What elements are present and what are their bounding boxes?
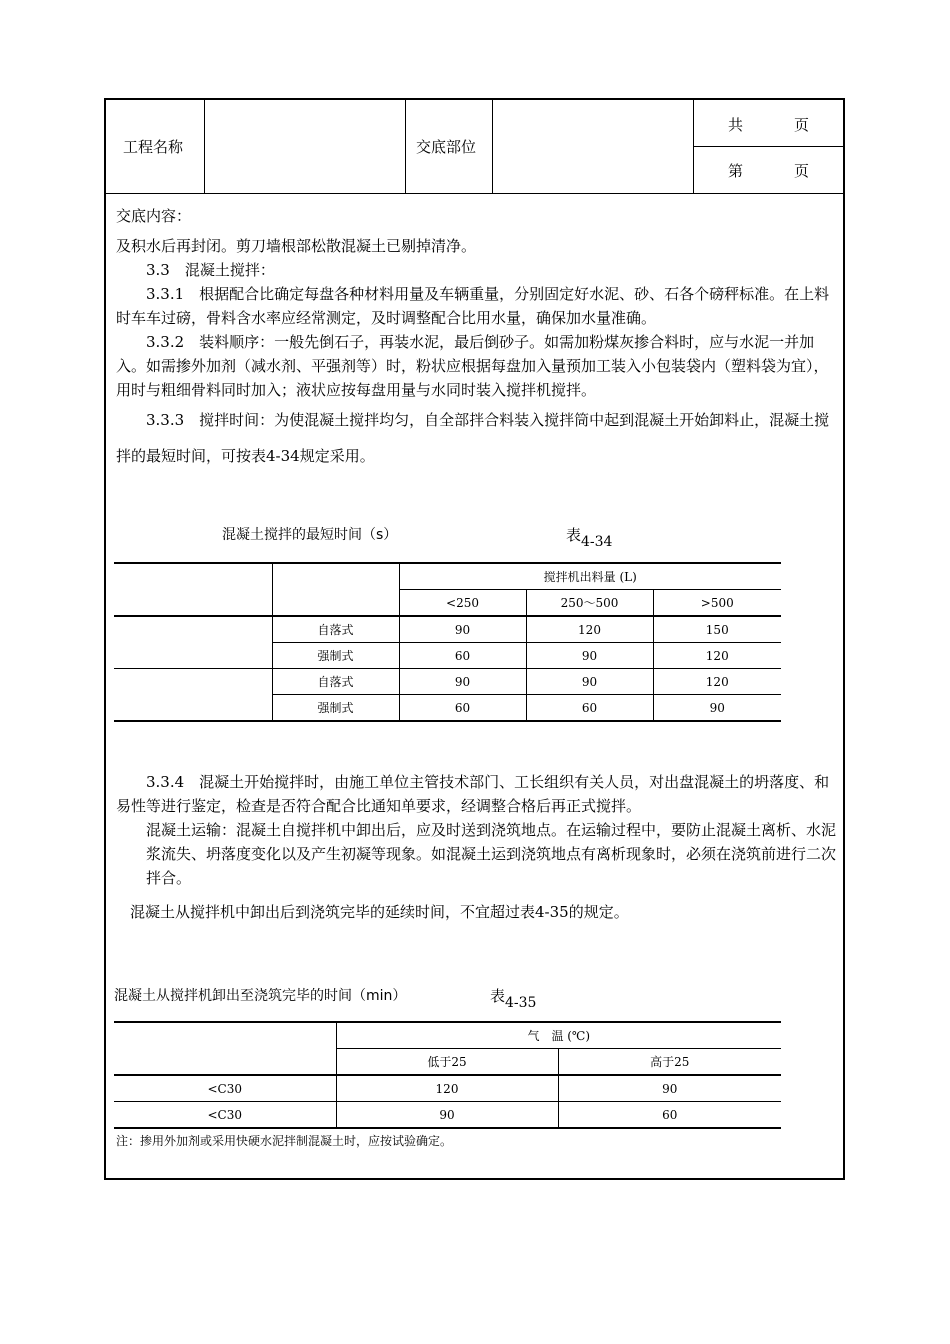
total-pages-label: 共 <box>728 116 744 134</box>
table1-cell: 90 <box>526 669 653 695</box>
table2-number: 表$_{4-35}$ <box>490 987 537 1011</box>
table1-cell: 90 <box>653 695 781 722</box>
table-row <box>114 1075 781 1102</box>
table2-note: 注：掺用外加剂或采用快硬水泥拌制混凝土时，应按试验确定。 <box>116 1134 453 1148</box>
location-label: 交底部位 <box>416 138 477 156</box>
table2-grade-cell: <C30 <box>114 1075 336 1102</box>
paragraph: 3.3.3 搅拌时间：为使混凝土搅拌均匀，自全部拌合料装入搅拌筒中起到混凝土开始卸料止，混凝土搅拌的最短时间，可按表4-34规定采用。 <box>116 411 830 465</box>
paragraph: 混凝土从搅拌机中卸出后到浇筑完毕的延续时间，不宜超过表4-35的规定。 <box>130 903 629 921</box>
table1-col-header: 250～500 <box>526 590 653 617</box>
header-table <box>106 100 843 194</box>
table1-type-cell: 强制式 <box>272 695 399 722</box>
table1-type-header <box>272 563 399 616</box>
page-number-label: 第 <box>728 162 744 180</box>
total-pages-unit: 页 <box>794 116 810 134</box>
table2-col-header: 低于25 <box>336 1049 558 1076</box>
table1-cell: 120 <box>653 669 781 695</box>
table2-caption: 混凝土从搅拌机卸出至浇筑完毕的时间（min） <box>114 988 407 1004</box>
table1-cell: 120 <box>653 643 781 669</box>
table1-cell: 150 <box>653 616 781 643</box>
content-top <box>116 204 836 474</box>
table2-group-header: 气 温 (℃) <box>336 1022 781 1049</box>
intro-label: 交底内容： <box>116 207 192 225</box>
table1-corner <box>114 563 272 616</box>
table1-cell: 120 <box>526 616 653 643</box>
table2-cell: 60 <box>558 1102 781 1129</box>
paragraph: 3.3.2 装料顺序：一般先倒石子，再装水泥，最后倒砂子。如需加粉煤灰掺合料时，应与水泥一并加入。如需掺外加剂（减水剂、平强剂等）时，粉状应根据每盘加入量预加工装入小包装袋内（塑料袋为宜），用时与粗细骨料同时加入；液状应按每盘用量与水同时装入搅拌机搅拌。 <box>116 333 829 399</box>
project-name-label: 工程名称 <box>123 138 184 156</box>
table1-cell: 90 <box>526 643 653 669</box>
table1-cell: 60 <box>399 695 526 722</box>
table1-group-cell <box>114 669 272 722</box>
table-row <box>114 669 781 695</box>
paragraph: 及积水后再封闭。剪刀墙根部松散混凝土已剔掉清净。 <box>116 237 477 255</box>
header-divider <box>405 100 406 193</box>
table2-grade-cell: <C30 <box>114 1102 336 1129</box>
table1-cell: 60 <box>526 695 653 722</box>
table2-col-header: 高于25 <box>558 1049 781 1076</box>
table1-col-header: <250 <box>399 590 526 617</box>
table-row <box>114 1102 781 1129</box>
table-row <box>114 616 781 643</box>
page-number-unit: 页 <box>794 162 810 180</box>
table1-cell: 90 <box>399 616 526 643</box>
table2-cell: 90 <box>336 1102 558 1129</box>
paragraph: 混凝土运输：混凝土自搅拌机中卸出后，应及时送到浇筑地点。在运输过程中，要防止混凝土离析、水泥浆流失、坍落度变化以及产生初凝等现象。如混凝土运到浇筑地点有离析现象时，必须在浇筑前进行二次拌合。 <box>146 821 837 887</box>
table1-group-cell <box>114 616 272 669</box>
table1-cell: 60 <box>399 643 526 669</box>
content-bottom <box>116 770 836 924</box>
header-divider <box>492 100 493 193</box>
table1-cell: 90 <box>399 669 526 695</box>
table2-cell: 120 <box>336 1075 558 1102</box>
table1-group-header: 搅拌机出料量 (L) <box>399 563 781 590</box>
table2-cell: 90 <box>558 1075 781 1102</box>
header-divider <box>204 100 205 193</box>
table1-type-cell: 强制式 <box>272 643 399 669</box>
table1-number: 表$_{4-34}$ <box>566 526 613 550</box>
table-row <box>114 1022 781 1049</box>
table1-caption: 混凝土搅拌的最短时间（s） <box>222 527 398 543</box>
table-row <box>114 563 781 590</box>
paragraph: 3.3.1 根据配合比确定每盘各种材料用量及车辆重量，分别固定好水泥、砂、石各个磅秤标准。在上料时车车过磅，骨料含水率应经常测定，及时调整配合比用水量，确保加水量准确。 <box>116 285 830 327</box>
table2 <box>114 1021 781 1129</box>
table1-col-header: >500 <box>653 590 781 617</box>
header-split-line <box>693 146 843 147</box>
table1 <box>114 562 781 722</box>
table2-corner <box>114 1022 336 1075</box>
paragraph: 3.3.4 混凝土开始搅拌时，由施工单位主管技术部门、工长组织有关人员，对出盘混凝土的坍落度、和易性等进行鉴定，检查是否符合配合比通知单要求，经调整合格后再正式搅拌。 <box>116 773 830 815</box>
section-heading: 3.3 混凝土搅拌： <box>146 261 275 279</box>
table1-type-cell: 自落式 <box>272 669 399 695</box>
table1-type-cell: 自落式 <box>272 616 399 643</box>
